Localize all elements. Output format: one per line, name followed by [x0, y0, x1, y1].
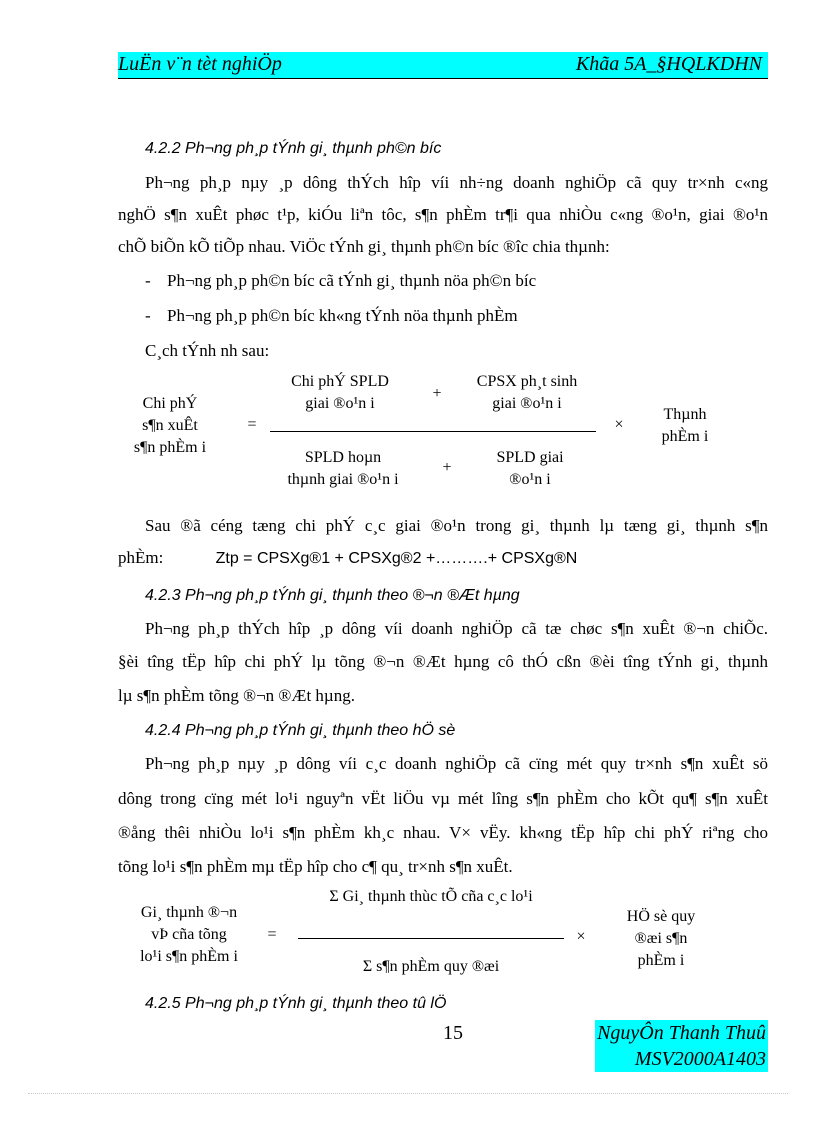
formula-rhs: HÖ sè quy ®æi s¶n phÈm i — [626, 908, 696, 969]
header-class-name: Khãa 5A_§HQLKDHN — [575, 53, 762, 75]
formula-lhs: Chi phÝ s¶n xuÊt s¶n phÈm i — [133, 395, 207, 456]
numerator: Σ Gi¸ thµnh thùc tÕ cña c¸c lo¹i — [329, 888, 533, 905]
list-item-text: Ph¬ng ph¸p ph©n bíc cã tÝnh gi¸ thµnh nöa ph©n bíc — [167, 271, 537, 290]
equals-sign: = — [247, 416, 257, 433]
numerator-term-a: Chi phÝ SPLD giai ®o¹n i — [291, 373, 389, 412]
paragraph-line: lµ s¶n phÈm tõng ®¬n ®Æt hµng. — [118, 686, 355, 705]
multiply-sign: × — [576, 928, 586, 945]
section-heading-4-2-4: 4.2.4 Ph¬ng ph¸p tÝnh gi¸ thµnh theo hÖ sè — [145, 722, 456, 739]
list-item: - Ph¬ng ph¸p ph©n bíc kh«ng tÝnh nöa thµnh phÈm — [145, 306, 518, 325]
fraction-bar — [270, 431, 596, 432]
student-id: MSV2000A1403 — [634, 1048, 766, 1070]
paragraph-line: Ph¬ng ph¸p nµy ¸p dông víi c¸c doanh nghiÖp cã cïng mét quy tr×nh s¶n xuÊt sö — [145, 754, 768, 773]
paragraph-line: Ph¬ng ph¸p thÝch hîp ¸p dông víi doanh nghiÖp cã tæ chøc s¶n xuÊt ®¬n chiÕc. — [145, 619, 768, 638]
denominator-term-a: SPLD hoµn thµnh giai ®o¹n i — [287, 449, 399, 488]
paragraph-line: phÈm: Ztp = CPSXg®1 + CPSXg®2 +……….+ CPSXg®N — [118, 548, 578, 567]
formula-rhs: Thµnh phÈm i — [661, 406, 709, 445]
total-cost-formula: Ztp = CPSXg®1 + CPSXg®2 +……….+ CPSXg®N — [215, 550, 578, 567]
denominator: Σ s¶n phÈm quy ®æi — [362, 958, 500, 975]
author-block — [595, 1020, 768, 1072]
paragraph-line: Ph¬ng ph¸p nµy ¸p dông thÝch hîp víi nh÷ng doanh nghiÖp cã quy tr×nh c«ng — [145, 173, 768, 192]
fraction-bar — [298, 938, 564, 939]
header-thesis-title: LuËn v¨n tèt nghiÖp — [118, 53, 282, 75]
paragraph-line: tõng lo¹i s¶n phÈm mµ tËp hîp cho c¶ qu¸ tr×nh s¶n xuÊt. — [118, 857, 513, 876]
section-heading-4-2-5: 4.2.5 Ph¬ng ph¸p tÝnh gi¸ thµnh theo tû lÖ — [145, 995, 447, 1012]
section-heading-4-2-3: 4.2.3 Ph¬ng ph¸p tÝnh gi¸ thµnh theo ®¬n ®Æt hµng — [145, 587, 520, 604]
page-number: 15 — [443, 1022, 463, 1044]
page-header — [118, 52, 768, 79]
paragraph-line: §èi tîng tËp hîp chi phÝ lµ tõng ®¬n ®Æt hµng cô thÓ cßn ®èi tîng tÝnh gi¸ thµnh — [118, 652, 768, 671]
section-heading-4-2-2: 4.2.2 Ph¬ng ph¸p tÝnh gi¸ thµnh ph©n bíc — [145, 140, 442, 157]
list-item-text: Ph¬ng ph¸p ph©n bíc kh«ng tÝnh nöa thµnh phÈm — [167, 306, 518, 325]
paragraph-line: nghÖ s¶n xuÊt phøc t¹p, kiÓu liªn tôc, s¶n phÈm tr¶i qua nhiÒu c«ng ®o¹n, giai ®o¹n — [118, 205, 768, 224]
paragraph-line: dông trong cïng mét lo¹i nguyªn vËt liÖu vµ mét lîng s¶n phÈm cho kÕt qu¶ s¶n xuÊt — [118, 789, 768, 808]
author-name: NguyÔn Thanh Thuû — [597, 1022, 766, 1044]
equals-sign: = — [267, 926, 277, 943]
paragraph-line: C¸ch tÝnh nh sau: — [145, 341, 270, 360]
multiply-sign: × — [614, 416, 624, 433]
paragraph-line: Sau ®ã céng tæng chi phÝ c¸c giai ®o¹n trong gi¸ thµnh lµ tæng gi¸ thµnh s¶n — [145, 516, 768, 535]
paragraph-line: ®ång thêi nhiÒu lo¹i s¶n phÈm kh¸c nhau. V× vËy. kh«ng tËp hîp chi phÝ riªng cho — [118, 823, 768, 842]
formula-lhs: Gi¸ thµnh ®¬n vÞ cña tõng lo¹i s¶n phÈm i — [140, 904, 238, 965]
plus-sign: + — [442, 459, 452, 476]
paragraph-line: chÕ biÕn kÕ tiÕp nhau. ViÖc tÝnh gi¸ thµnh ph©n bíc ®îc chia thµnh: — [118, 237, 610, 256]
list-item: - Ph¬ng ph¸p ph©n bíc cã tÝnh gi¸ thµnh nöa ph©n bíc — [145, 271, 537, 290]
denominator-term-b: SPLD giai ®o¹n i — [496, 449, 564, 488]
numerator-term-b: CPSX ph¸t sinh giai ®o¹n i — [476, 373, 578, 412]
plus-sign: + — [432, 385, 442, 402]
page-bottom-divider — [28, 1093, 788, 1094]
